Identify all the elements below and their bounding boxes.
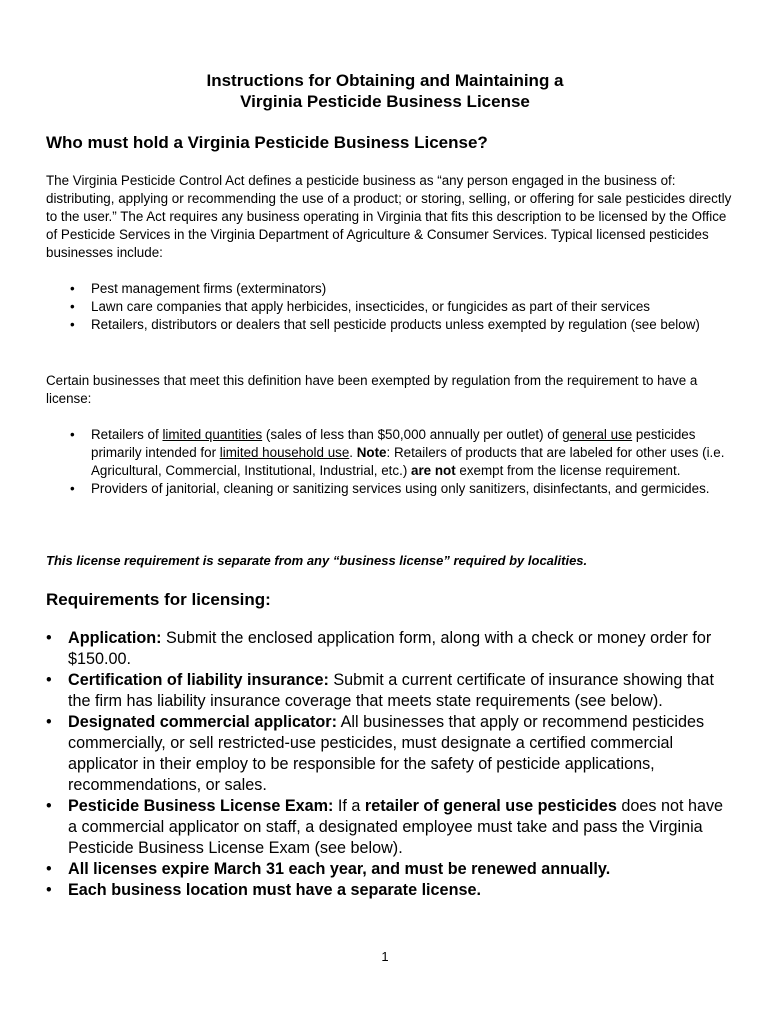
item-label: Application: [68,629,162,647]
intro-paragraph: The Virginia Pesticide Control Act defines a pesticide business as “any person engaged in the business of: distributing, applying or recommending the use of a product; or storing, selling, or offering for sale pesticides directly to the user.” The Act requires any business operating in Virginia that fits this description to be licensed by the Office of Pesticide Services in the Virginia Department of Agriculture & Consumer Services. Typical licensed pesticides businesses include: [46,173,732,260]
item-text: Submit the enclosed application form, along with a check or money order for $150.00. [68,629,712,668]
item-label: Certification of liability insurance: [68,671,329,689]
underlined-term: general use [562,427,633,442]
list-item [46,880,736,901]
exemptions-list [70,426,730,498]
item-text: If a [333,797,365,815]
section-heading-who: Who must hold a Virginia Pesticide Business License? [46,133,488,152]
underlined-term: limited quantities [162,427,263,442]
title-line-2: Virginia Pesticide Business License [240,92,530,111]
bold-term: retailer of general use pesticides [364,797,617,815]
section-heading-requirements: Requirements for licensing: [46,590,271,609]
title-line-1: Instructions for Obtaining and Maintaining a [206,71,564,90]
item-text: does not have a commercial applicator on staff, a designated employee must take and pass the Virginia Pesticide Business License Exam (see below). [68,797,724,857]
list-item: • Providers of janitorial, cleaning or sanitizing services using only sanitizers, disinfectants, and germicides. [70,480,730,498]
list-item: • Pest management firms (exterminators) [70,280,730,298]
bold-term: Note [356,445,387,460]
list-item: • Retailers, distributors or dealers that sell pesticide products unless exempted by regulation (see below) [70,316,730,334]
item-label: Pesticide Business License Exam: [68,797,334,815]
list-item [46,796,736,859]
text: (sales of less than $50,000 annually per outlet) of [262,427,563,442]
typical-businesses-list [70,280,730,334]
list-item [70,426,730,480]
page-number: 1 [381,949,389,964]
exempt-intro-paragraph: Certain businesses that meet this definition have been exempted by regulation from the requirement to have a license: [46,373,698,406]
text: . [349,445,357,460]
list-item: • Lawn care companies that apply herbicides, insecticides, or fungicides as part of their services [70,298,730,316]
list-item [46,628,736,670]
separate-license-note: This license requirement is separate from any “business license” required by localities. [46,553,588,568]
item-text: All businesses that apply or recommend pesticides commercially, or sell restricted-use pesticides, must designate a certified commercial applicator in their employ to be responsible for the safety of pesticide applications, recommendations, or sales. [68,713,705,794]
item-label: All licenses expire March 31 each year, and must be renewed annually. [68,860,611,878]
list-item [46,859,736,880]
underlined-term: limited household use [219,445,350,460]
page-title [0,70,770,112]
requirements-list [46,628,736,901]
text: exempt from the license requirement. [455,463,681,478]
item-label: Each business location must have a separate license. [68,881,481,899]
list-item [46,712,736,796]
text: Retailers of [91,427,163,442]
item-label: Designated commercial applicator: [68,713,337,731]
item-text: Submit a current certificate of insurance showing that the firm has liability insurance coverage that meets state requirements (see below). [68,671,714,710]
text: pesticides primarily intended for [91,427,696,460]
list-item [46,670,736,712]
text: : Retailers of products that are labeled for other uses (i.e. Agricultural, Commercial, Institutional, Industrial, etc.) [91,445,725,478]
bold-term: are not [411,463,456,478]
